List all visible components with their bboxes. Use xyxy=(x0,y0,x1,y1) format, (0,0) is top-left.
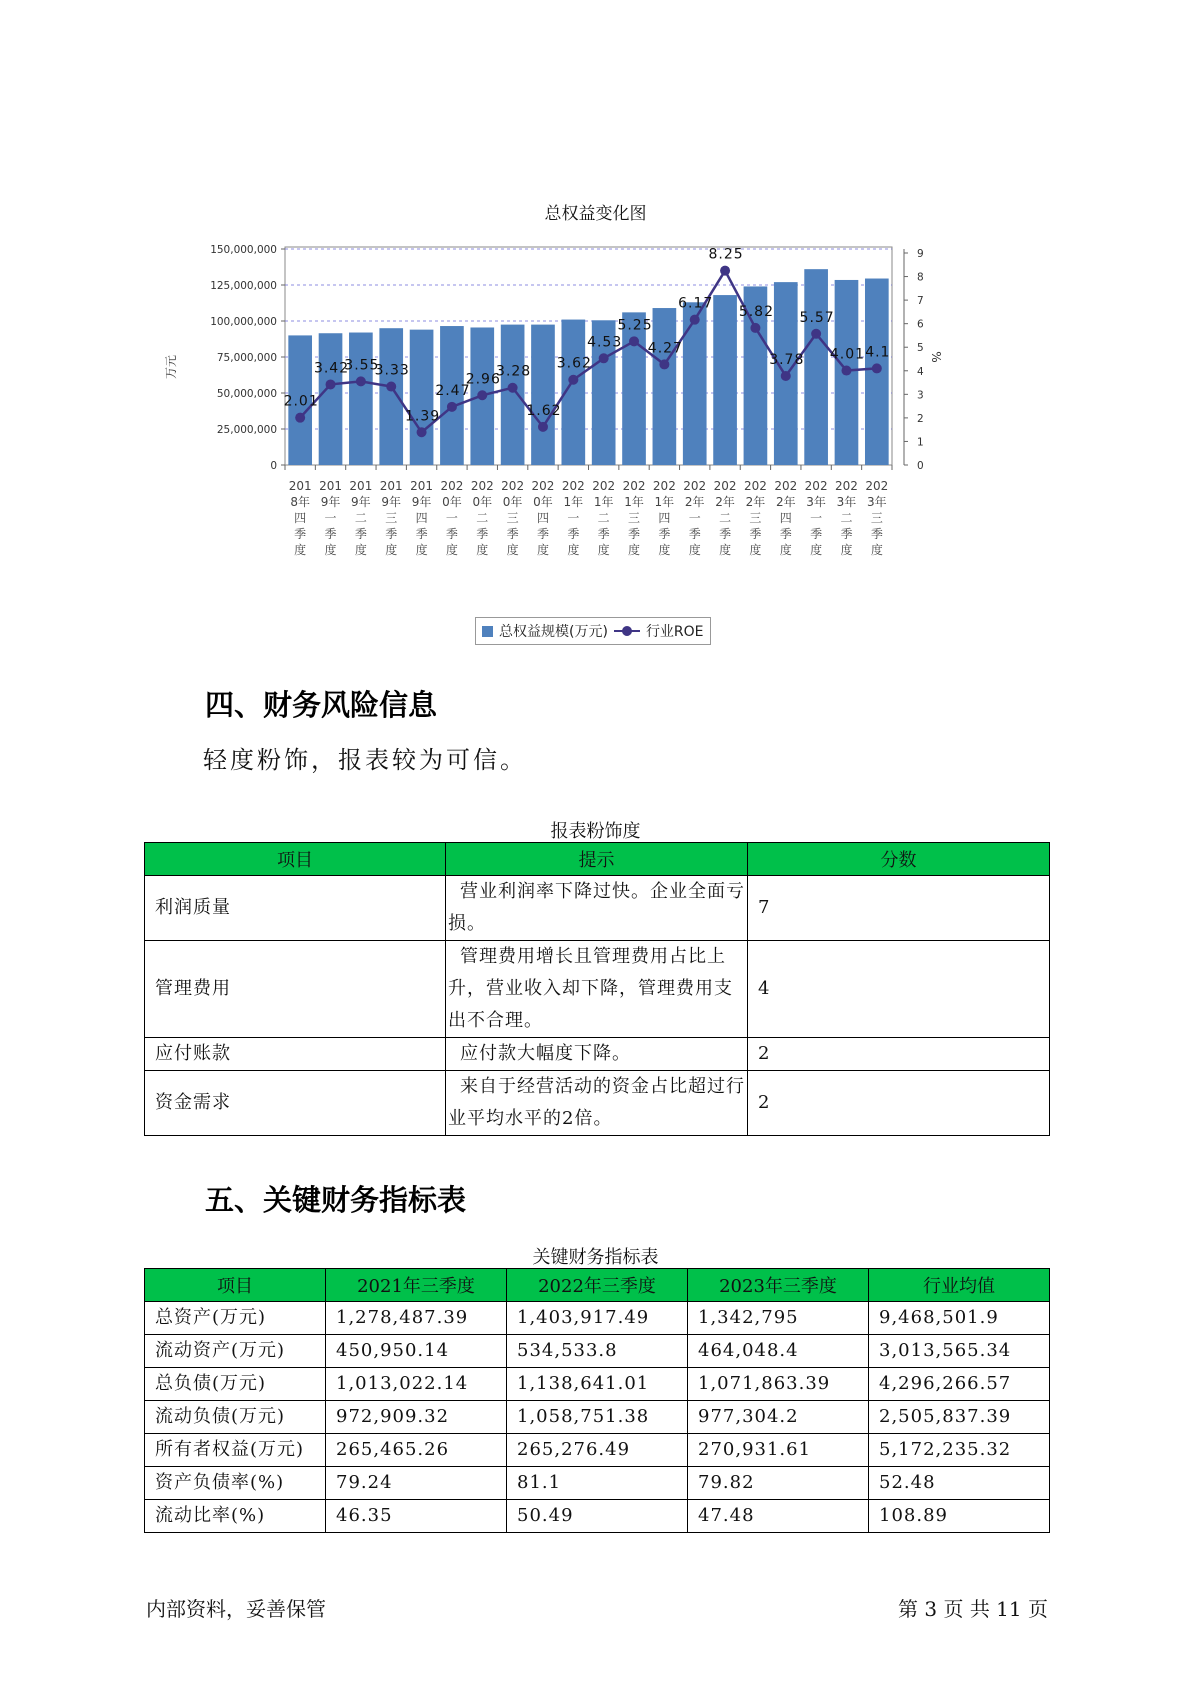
kpi-value: 1,013,022.14 xyxy=(326,1368,507,1401)
chart-legend xyxy=(475,617,711,645)
risk-hint: 管理费用增长且管理费用占比上升，营业收入却下降，管理费用支出不合理。 xyxy=(446,941,748,1038)
kpi-value: 81.1 xyxy=(507,1467,688,1500)
roe-data-label: 6.17 xyxy=(678,295,714,312)
roe-data-label: 4.27 xyxy=(647,340,683,357)
footer-page-number: 第 3 页 共 11 页 xyxy=(898,1597,1048,1621)
kpi-value: 46.35 xyxy=(326,1500,507,1533)
x-tick-label: 二 xyxy=(476,511,489,525)
x-tick-label: 度 xyxy=(536,543,549,557)
header-item: 项目 xyxy=(145,843,446,876)
x-tick-label: 201 xyxy=(379,479,403,493)
bar xyxy=(319,333,343,465)
x-tick-label: 202 xyxy=(501,479,525,493)
legend-bar-label: 总权益规模(万元) xyxy=(499,624,608,640)
y-tick-label: 50,000,000 xyxy=(216,388,277,400)
roe-data-label: 3.42 xyxy=(313,360,350,377)
kpi-item: 总负债(万元) xyxy=(145,1368,326,1401)
risk-score: 4 xyxy=(748,941,1050,1038)
x-tick-label: 0年 xyxy=(533,495,553,509)
table-row xyxy=(145,1467,1050,1500)
roe-point xyxy=(781,371,791,381)
equity-chart xyxy=(164,225,1000,610)
roe-point xyxy=(386,382,396,392)
x-tick-label: 2年 xyxy=(745,495,766,509)
x-tick-label: 2年 xyxy=(775,495,796,509)
y2-tick-label: 6 xyxy=(917,318,924,331)
kpi-value: 79.82 xyxy=(688,1467,869,1500)
x-tick-label: 度 xyxy=(324,543,337,557)
risk-table-caption: 报表粉饰度 xyxy=(550,821,641,842)
table-row xyxy=(145,1368,1050,1401)
kpi-value: 270,931.61 xyxy=(688,1434,869,1467)
header-score: 分数 xyxy=(748,843,1050,876)
x-tick-label: 202 xyxy=(835,479,858,493)
kpi-item: 流动负债(万元) xyxy=(145,1401,326,1434)
x-tick-label: 三 xyxy=(870,511,883,525)
roe-data-label: 4.1 xyxy=(865,344,891,361)
table-row xyxy=(145,1434,1050,1467)
x-tick-label: 一 xyxy=(810,511,823,525)
x-tick-label: 1年 xyxy=(654,495,675,509)
roe-point xyxy=(690,315,700,325)
x-tick-label: 度 xyxy=(719,543,732,557)
x-tick-label: 202 xyxy=(622,479,646,493)
x-tick-label: 201 xyxy=(349,479,373,493)
risk-item: 应付账款 xyxy=(145,1038,446,1071)
bar xyxy=(683,302,707,465)
roe-data-label: 1.39 xyxy=(404,408,441,425)
roe-point xyxy=(568,375,578,385)
roe-point xyxy=(599,353,609,363)
kpi-value: 450,950.14 xyxy=(326,1335,507,1368)
x-tick-label: 四 xyxy=(294,511,307,525)
kpi-value: 1,058,751.38 xyxy=(507,1401,688,1434)
x-tick-label: 度 xyxy=(476,543,489,557)
x-tick-label: 度 xyxy=(628,543,641,557)
roe-point xyxy=(417,427,427,437)
roe-data-label: 2.96 xyxy=(465,371,501,388)
kpi-item: 流动比率(%) xyxy=(145,1500,326,1533)
x-tick-label: 度 xyxy=(294,543,307,557)
x-tick-label: 0年 xyxy=(472,495,493,509)
bar xyxy=(410,330,434,465)
roe-data-label: 3.33 xyxy=(374,362,410,379)
x-tick-label: 1年 xyxy=(563,495,584,509)
section5-heading: 五、关键财务指标表 xyxy=(205,1183,467,1217)
y-tick-label: 75,000,000 xyxy=(216,352,277,364)
x-tick-label: 202 xyxy=(774,479,798,493)
table-row xyxy=(145,941,1050,1038)
x-tick-label: 1年 xyxy=(593,495,614,509)
roe-data-label: 3.62 xyxy=(556,355,592,372)
kpi-value: 972,909.32 xyxy=(326,1401,507,1434)
x-tick-label: 度 xyxy=(597,543,610,557)
x-tick-label: 季 xyxy=(870,527,883,541)
bar xyxy=(622,312,646,465)
x-tick-label: 季 xyxy=(294,527,307,541)
roe-data-label: 2.47 xyxy=(435,382,471,399)
roe-data-label: 3.55 xyxy=(344,357,380,374)
x-tick-label: 季 xyxy=(445,527,458,541)
kpi-table xyxy=(144,1268,1050,1533)
x-tick-label: 季 xyxy=(415,527,428,541)
x-tick-label: 二 xyxy=(597,511,610,525)
kpi-value: 1,071,863.39 xyxy=(688,1368,869,1401)
kpi-value: 1,278,487.39 xyxy=(326,1302,507,1335)
kpi-value: 265,276.49 xyxy=(507,1434,688,1467)
x-tick-label: 9年 xyxy=(351,495,371,509)
header-industry-avg: 行业均值 xyxy=(869,1269,1050,1302)
bar xyxy=(713,295,737,465)
table-row xyxy=(145,1500,1050,1533)
kpi-value: 977,304.2 xyxy=(688,1401,869,1434)
kpi-value: 534,533.8 xyxy=(507,1335,688,1368)
x-tick-label: 201 xyxy=(410,479,434,493)
x-tick-label: 201 xyxy=(288,479,312,493)
risk-table xyxy=(144,842,1050,1136)
x-tick-label: 度 xyxy=(840,543,853,557)
kpi-value: 265,465.26 xyxy=(326,1434,507,1467)
section4-heading: 四、财务风险信息 xyxy=(205,688,438,722)
x-tick-label: 度 xyxy=(749,543,762,557)
x-tick-label: 一 xyxy=(324,511,337,525)
kpi-value: 52.48 xyxy=(869,1467,1050,1500)
y2-tick-label: 3 xyxy=(917,389,924,402)
x-tick-label: 季 xyxy=(476,527,489,541)
x-tick-label: 季 xyxy=(506,527,519,541)
kpi-value: 108.89 xyxy=(869,1500,1050,1533)
header-2023q3: 2023年三季度 xyxy=(688,1269,869,1302)
roe-data-label: 4.01 xyxy=(829,346,866,363)
x-tick-label: 0年 xyxy=(442,495,462,509)
kpi-value: 47.48 xyxy=(688,1500,869,1533)
roe-data-label: 1.62 xyxy=(526,402,562,419)
roe-point xyxy=(477,390,487,400)
x-tick-label: 三 xyxy=(506,511,519,525)
roe-data-label: 5.57 xyxy=(799,309,835,326)
x-tick-label: 季 xyxy=(597,527,610,541)
y-tick-label: 150,000,000 xyxy=(210,244,277,256)
risk-item: 资金需求 xyxy=(145,1071,446,1136)
bar xyxy=(379,328,403,465)
x-tick-label: 三 xyxy=(628,511,641,525)
roe-point xyxy=(629,336,639,346)
x-tick-label: 季 xyxy=(749,527,762,541)
roe-data-label: 3.28 xyxy=(496,363,532,380)
kpi-value: 3,013,565.34 xyxy=(869,1335,1050,1368)
x-tick-label: 季 xyxy=(658,527,671,541)
x-tick-label: 三 xyxy=(385,511,398,525)
x-tick-label: 度 xyxy=(658,543,671,557)
risk-summary: 轻度粉饰，报表较为可信。 xyxy=(203,746,527,774)
roe-point xyxy=(872,363,882,373)
x-tick-label: 季 xyxy=(840,527,853,541)
x-tick-label: 202 xyxy=(531,479,555,493)
bar xyxy=(501,325,525,465)
x-tick-label: 季 xyxy=(324,527,337,541)
x-tick-label: 202 xyxy=(865,479,889,493)
x-tick-label: 1年 xyxy=(624,495,644,509)
bar xyxy=(653,308,677,465)
table-row xyxy=(145,1401,1050,1434)
x-tick-label: 9年 xyxy=(411,495,432,509)
y-tick-label: 25,000,000 xyxy=(216,424,277,436)
roe-point xyxy=(356,376,366,386)
y-tick-label: 125,000,000 xyxy=(210,280,277,292)
footer-confidential: 内部资料，妥善保管 xyxy=(146,1597,326,1621)
table-row xyxy=(145,1302,1050,1335)
x-tick-label: 度 xyxy=(415,543,428,557)
roe-point xyxy=(447,402,457,412)
y2-tick-label: 2 xyxy=(917,412,924,425)
kpi-value: 5,172,235.32 xyxy=(869,1434,1050,1467)
x-tick-label: 四 xyxy=(779,511,792,525)
roe-point xyxy=(295,413,305,423)
risk-hint: 来自于经营活动的资金占比超过行业平均水平的2倍。 xyxy=(446,1071,748,1136)
x-tick-label: 度 xyxy=(810,543,823,557)
y2-tick-label: 4 xyxy=(917,365,924,378)
x-tick-label: 一 xyxy=(688,511,701,525)
y2-tick-label: 5 xyxy=(917,342,924,355)
risk-score: 7 xyxy=(748,876,1050,941)
roe-point xyxy=(659,359,669,369)
x-tick-label: 202 xyxy=(561,479,585,493)
x-tick-label: 二 xyxy=(719,511,732,525)
header-2021q3: 2021年三季度 xyxy=(326,1269,507,1302)
roe-data-label: 4.53 xyxy=(587,334,623,351)
x-tick-label: 度 xyxy=(779,543,792,557)
table-row xyxy=(145,876,1050,941)
legend-line-label: 行业ROE xyxy=(645,624,704,640)
x-tick-label: 季 xyxy=(567,527,580,541)
x-tick-label: 3年 xyxy=(867,495,887,509)
x-tick-label: 度 xyxy=(506,543,519,557)
x-tick-label: 度 xyxy=(354,543,367,557)
x-tick-label: 度 xyxy=(870,543,883,557)
y2-tick-label: 1 xyxy=(917,436,924,449)
bar xyxy=(531,325,555,465)
table-row xyxy=(145,1038,1050,1071)
x-tick-label: 度 xyxy=(688,543,701,557)
kpi-item: 资产负债率(%) xyxy=(145,1467,326,1500)
kpi-item: 流动资产(万元) xyxy=(145,1335,326,1368)
kpi-value: 4,296,266.57 xyxy=(869,1368,1050,1401)
x-tick-label: 8年 xyxy=(290,495,310,509)
x-tick-label: 度 xyxy=(567,543,580,557)
roe-point xyxy=(841,366,851,376)
x-tick-label: 度 xyxy=(445,543,458,557)
x-tick-label: 季 xyxy=(628,527,641,541)
kpi-value: 50.49 xyxy=(507,1500,688,1533)
x-tick-label: 一 xyxy=(445,511,458,525)
table-row xyxy=(145,1335,1050,1368)
roe-point xyxy=(326,379,336,389)
roe-point xyxy=(720,266,730,276)
x-tick-label: 二 xyxy=(354,511,367,525)
x-tick-label: 9年 xyxy=(320,495,341,509)
kpi-table-header xyxy=(145,1269,1050,1302)
kpi-table-caption: 关键财务指标表 xyxy=(532,1247,659,1268)
x-tick-label: 202 xyxy=(804,479,828,493)
x-tick-label: 3年 xyxy=(806,495,826,509)
x-tick-label: 度 xyxy=(385,543,398,557)
kpi-value: 79.24 xyxy=(326,1467,507,1500)
y-axis-title: 万元 xyxy=(164,354,178,380)
roe-data-label: 3.78 xyxy=(769,351,805,368)
table-row xyxy=(145,1071,1050,1136)
x-tick-label: 四 xyxy=(536,511,549,525)
kpi-value: 1,403,917.49 xyxy=(507,1302,688,1335)
x-tick-label: 2年 xyxy=(684,495,705,509)
x-tick-label: 202 xyxy=(470,479,494,493)
risk-hint: 应付款大幅度下降。 xyxy=(446,1038,748,1071)
x-tick-label: 季 xyxy=(536,527,549,541)
x-tick-label: 季 xyxy=(779,527,792,541)
kpi-item: 所有者权益(万元) xyxy=(145,1434,326,1467)
x-tick-label: 2年 xyxy=(715,495,735,509)
x-tick-label: 202 xyxy=(713,479,737,493)
x-tick-label: 202 xyxy=(743,479,767,493)
x-tick-label: 9年 xyxy=(381,495,402,509)
chart-title: 总权益变化图 xyxy=(544,204,647,224)
x-tick-label: 202 xyxy=(440,479,464,493)
kpi-value: 9,468,501.9 xyxy=(869,1302,1050,1335)
roe-data-label: 8.25 xyxy=(708,246,744,263)
kpi-item: 总资产(万元) xyxy=(145,1302,326,1335)
y-tick-label: 0 xyxy=(270,460,277,472)
header-2022q3: 2022年三季度 xyxy=(507,1269,688,1302)
legend-line-swatch xyxy=(614,625,640,637)
x-tick-label: 季 xyxy=(354,527,367,541)
roe-data-label: 5.25 xyxy=(617,317,653,334)
bar xyxy=(349,333,373,465)
risk-score: 2 xyxy=(748,1038,1050,1071)
bar xyxy=(804,269,828,465)
x-tick-label: 201 xyxy=(319,479,342,493)
x-tick-label: 季 xyxy=(688,527,701,541)
risk-score: 2 xyxy=(748,1071,1050,1136)
x-tick-label: 三 xyxy=(749,511,762,525)
y2-axis-title: % xyxy=(929,351,943,363)
legend-bar-swatch xyxy=(482,626,493,637)
header-hint: 提示 xyxy=(446,843,748,876)
x-tick-label: 202 xyxy=(592,479,616,493)
x-tick-label: 202 xyxy=(683,479,707,493)
x-tick-label: 季 xyxy=(810,527,823,541)
roe-point xyxy=(508,383,518,393)
y-tick-label: 100,000,000 xyxy=(210,316,277,328)
y2-tick-label: 7 xyxy=(917,295,924,308)
roe-point xyxy=(811,329,821,339)
x-tick-label: 0年 xyxy=(502,495,523,509)
x-tick-label: 季 xyxy=(385,527,398,541)
risk-table-header xyxy=(145,843,1050,876)
kpi-value: 2,505,837.39 xyxy=(869,1401,1050,1434)
kpi-value: 1,138,641.01 xyxy=(507,1368,688,1401)
risk-item: 利润质量 xyxy=(145,876,446,941)
roe-point xyxy=(538,422,548,432)
x-tick-label: 202 xyxy=(652,479,676,493)
risk-hint: 营业利润率下降过快。企业全面亏损。 xyxy=(446,876,748,941)
x-tick-label: 3年 xyxy=(836,495,857,509)
risk-item: 管理费用 xyxy=(145,941,446,1038)
y2-tick-label: 9 xyxy=(917,248,924,260)
roe-data-label: 5.82 xyxy=(738,303,775,320)
kpi-value: 1,342,795 xyxy=(688,1302,869,1335)
x-tick-label: 季 xyxy=(719,527,732,541)
roe-point xyxy=(750,323,760,333)
roe-data-label: 2.01 xyxy=(283,393,319,410)
header-item: 项目 xyxy=(145,1269,326,1302)
x-tick-label: 四 xyxy=(658,511,671,525)
y2-tick-label: 0 xyxy=(917,460,924,472)
kpi-value: 464,048.4 xyxy=(688,1335,869,1368)
x-tick-label: 四 xyxy=(415,511,428,525)
x-tick-label: 一 xyxy=(567,511,580,525)
x-tick-label: 二 xyxy=(840,511,853,525)
y2-tick-label: 8 xyxy=(917,271,924,284)
